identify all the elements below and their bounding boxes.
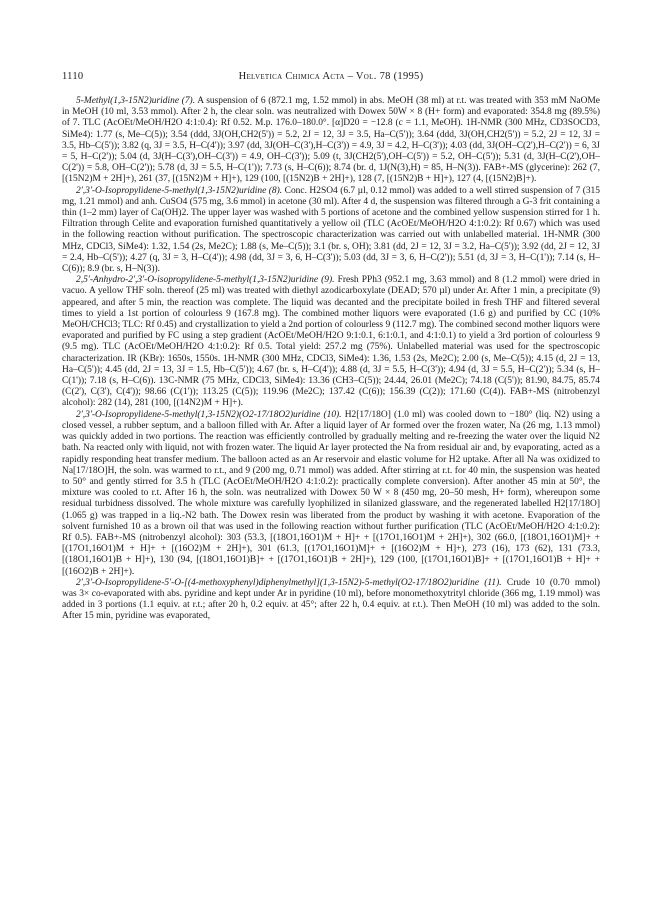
paragraph-text: Fresh PPh3 (952.1 mg, 3.63 mmol) and 8 (1.2 mmol) were dried in vacuo. A yellow THF soln. thereof (25 ml) was treated with diethyl azodicarboxylate (DEAD; 570 µl) under Ar. After 1 min, a precipitate (9) appeared, and after 5 min, the reaction was complete. The liquid was decanted and the precipitate boiled in fresh THF and filtered several times to yield a 1st portion of colourless 9 (167.8 mg). The combined mother liquors were evaporated (1.6 g) and purified by CC (10% MeOH/CHCl3; TLC: Rf 0.45) and crystallization to yield a 2nd portion of colourless 9 (112.7 mg). The combined second mother liquors were evaporated and purified by FC using a step gradient (AcOEt/MeOH/H2O 9:1:0.1, 6:1:0.1, and 4:1:0.1) to yield a 3rd portion of colourless 9 (9.5 mg). TLC (AcOEt/MeOH/H2O 4:1:0.2): Rf 0.5. Total yield: 257.2 mg (75%). Unlabelled material was used for the spectroscopic characterization. IR (KBr): 1650s, 1550s. 1H-NMR (300 MHz, CDCl3, SiMe4): 1.36, 1.53 (2s, Me2C); 2.00 (s, Me–C(5)); 4.15 (d, 2J = 13, Ha–C(5')); 4.45 (dd, 2J = 13, 3J = 1.5, Hb–C(5')); 4.67 (br. s, H–C(4')); 4.88 (d, 3J = 5.5, H–C(3')); 4.94 (d, 3J = 5.5, H–C(2')); 5.34 (s, H–C(1')); 7.18 (s, H–C(6)). 13C-NMR (75 MHz, CDCl3, SiMe4): 13.36 (CH3–C(5)); 24.44, 26.01 (Me2C); 74.18 (C(5')); 81.90, 84.75, 85.74 (C(2'), C(3'), C(4')); 98.66 (C(1')); 113.25 (C(5)); 119.96 (Me2C); 137.42 (C(6)); 156.39 (C(2)); 171.60 (C(4)). FAB+-MS (nitrobenzyl alcohol): 282 (14), 281 (100, [(14N2)M + H]+). — [62, 275, 600, 409]
paragraph-compound-10 — [62, 410, 600, 578]
paragraph-text: H2[17/18O] (1.0 ml) was cooled down to −180° (liq. N2) using a closed vessel, a rubber septum, and a balloon filled with Ar. After a liquid layer of Ar formed over the frozen water, Na (26 mg, 1.13 mmol) was quickly added in two portions. The reaction was efficiently controlled by gradually melting and re-freezing the water over the liquid N2 bath. Na reacted only with liquid, not with frozen water. The liquid Ar layer protected the Na from residual air and, by evaporating, acted as a rapidly responding heat transfer medium. The balloon acted as an Ar reservoir and elastic volume for H2 uptake. After all Na was oxidized to Na[17/18O]H, the soln. was warmed to r.t., and 9 (200 mg, 0.71 mmol) was added. After stirring at r.t. for 40 min, the suspension was heated to 50° and gently stirred for 3.5 h (TLC (AcOEt/MeOH/H2O 4:1:0.2): practically complete conversion). After another 45 min at 50°, the mixture was cooled to r.t. After 16 h, the soln. was neutralized with Dowex 50 W × 8 (450 mg, 20–50 mesh, H+ form), whereupon some residual turbidness dissolved. The whole mixture was carefully lyophilized in silanized glassware, and the regenerated labelled H2[17/18O] (1.065 g) was trapped in a liq.-N2 bath. The Dowex resin was liberated from the product by washing it with acetone. Evaporation of the solvent furnished 10 as a brown oil that was used in the following reaction without further purification (TLC (AcOEt/MeOH/H2O 4:1:0.2): Rf 0.5). FAB+-MS (nitrobenzyl alcohol): 303 (53.3, [(18O1,16O1)M + H]+ + [(17O1,16O1)M + 2H]+), 302 (66.0, [(18O1,16O1)M]+ + [(17O1,16O1)M + H]+ + [(16O2)M + 2H]+), 301 (61.3, [(17O1,16O1)M]+ + [(16O2)M + H]+), 273 (16), 173 (62), 131 (73.3, [(18O1,16O1)B + H]+), 130 (94, [(18O1,16O1)B]+ + [(17O1,16O1)B + 2H]+), 129 (100, [(17O1,16O1)B]+ + [(17O1,16O1)B + H]+ + [(16O2)B + 2H]+). — [62, 409, 600, 577]
paragraph-text: Crude 10 (0.70 mmol) was 3× co-evaporated with abs. pyridine and kept under Ar in pyridine (10 ml), before monomethoxytrityl chloride (366 mg, 1.19 mmol) was added in 3 portions (1.1 equiv. at r.t.; after 20 h, 0.2 equiv. at 45°; after 22 h, 0.4 equiv. at r.t.). Then MeOH (10 ml) was added to the soln. After 15 min, pyridine was evaporated, — [62, 577, 600, 622]
article-body — [62, 96, 600, 623]
paragraph-compound-7 — [62, 96, 600, 186]
paragraph-compound-9 — [62, 275, 600, 409]
paragraph-title: 5-Methyl(1,3-15N2)uridine (7). — [76, 96, 196, 106]
paragraph-title: 2',3'-O-Isopropylidene-5-methyl(1,3-15N2)uridine (8). — [76, 185, 283, 196]
paragraph-text: A suspension of 6 (872.1 mg, 1.52 mmol) in abs. MeOH (38 ml) at r.t. was treated with 353 mM NaOMe in MeOH (10 ml, 3.53 mmol). After 2 h, the clear soln. was neutralized with Dowex 50W × 8 (H+ form) and evaporated: 354.8 mg (89.5%) of 7. TLC (AcOEt/MeOH/H2O 4:1:0.4): Rf 0.52. M.p. 176.0–180.0°. [α]D20 = −12.8 (c = 1.1, MeOH). 1H-NMR (300 MHz, CD3SOCD3, SiMe4): 1.77 (s, Me–C(5)); 3.54 (ddd, 3J(OH,CH2(5')) = 5.2, 2J = 12, 3J = 3.5, Ha–C(5')); 3.64 (ddd, 3J(OH,CH2(5')) = 5.2, 2J = 12, 3J = 3.5, Hb–C(5')); 3.82 (q, 3J = 3.5, H–C(4')); 3.97 (dd, 3J(OH–C(3'),H–C(3')) = 4.9, 3J = 4.2, H–C(3')); 4.03 (dd, 3J(OH–C(2'),H–C(2')) = 6, 3J = 5, H–C(2')); 5.04 (d, 3J(H–C(3'),OH–C(3')) = 4.9, OH–C(3')); 5.09 (t, 3J(CH2(5'),OH–C(5')) = 5.2, OH–C(5')); 5.31 (d, 3J(H–C(2'),OH–C(2')) = 5.8, OH–C(2')); 5.78 (d, 3J = 5.5, H–C(1')); 7.73 (s, H–C(6)); 8.74 (br. d, 1J(N(3),H) = 85, H–N(3)). FAB+-MS (glycerine): 262 (7, [(15N2)M + 2H]+), 261 (37, [(15N2)M + H]+), 129 (100, [(15N2)B + 2H]+), 128 (7, [(15N2)B + H]+), 127 (4, [(15N2)B]+). — [62, 96, 600, 185]
running-title: Helvetica Chimica Acta – Vol. 78 (1995) — [238, 71, 424, 82]
page-header — [62, 71, 600, 85]
page-number: 1110 — [62, 71, 84, 82]
paragraph-title: 2',3'-O-Isopropylidene-5-methyl(1,3-15N2)(O2-17/18O2)uridine (10). — [76, 409, 342, 420]
paragraph-compound-8 — [62, 186, 600, 276]
paragraph-title: 2',3'-O-Isopropylidene-5'-O-[(4-methoxyphenyl)diphenylmethyl](1,3-15N2)-5-methyl(O2-17/18O2)uridine (11). — [76, 577, 502, 588]
paragraph-compound-11 — [62, 578, 600, 623]
paragraph-title: 2,5'-Anhydro-2',3'-O-isopropylidene-5-methyl(1,3-15N2)uridine (9). — [76, 275, 335, 286]
paragraph-text: Conc. H2SO4 (6.7 µl, 0.12 mmol) was added to a well stirred suspension of 7 (315 mg, 1.21 mmol) and anh. CuSO4 (575 mg, 3.6 mmol) in acetone (30 ml). After 4 d, the suspension was filtered through a G-3 frit containing a thin (1–2 mm) layer of Ca(OH)2. The upper layer was washed with 5 portions of acetone and the combined yellow suspension stirred for 1 h. Filtration through Celite and evaporation furnished quantitatively a yellow oil (TLC (AcOEt/MeOH/H2O 4:1:0.2): Rf 0.67) which was used in the following reaction without purification. The spectroscopic characterization was carried out with unlabelled material. 1H-NMR (300 MHz, CDCl3, SiMe4): 1.32, 1.54 (2s, Me2C); 1.88 (s, Me–C(5)); 3.1 (br. s, OH); 3.81 (dd, 2J = 12, 3J = 3.2, Ha–C(5')); 3.92 (dd, 2J = 12, 3J = 2.4, Hb–C(5')); 4.27 (q, 3J = 3, H–C(4')); 4.98 (dd, 3J = 3, 6, H–C(3')); 5.03 (dd, 3J = 3, 6, H–C(2')); 5.51 (d, 3J = 3, H–C(1')); 7.14 (s, H–C(6)); 8.9 (br. s, H–N(3)). — [62, 185, 600, 275]
